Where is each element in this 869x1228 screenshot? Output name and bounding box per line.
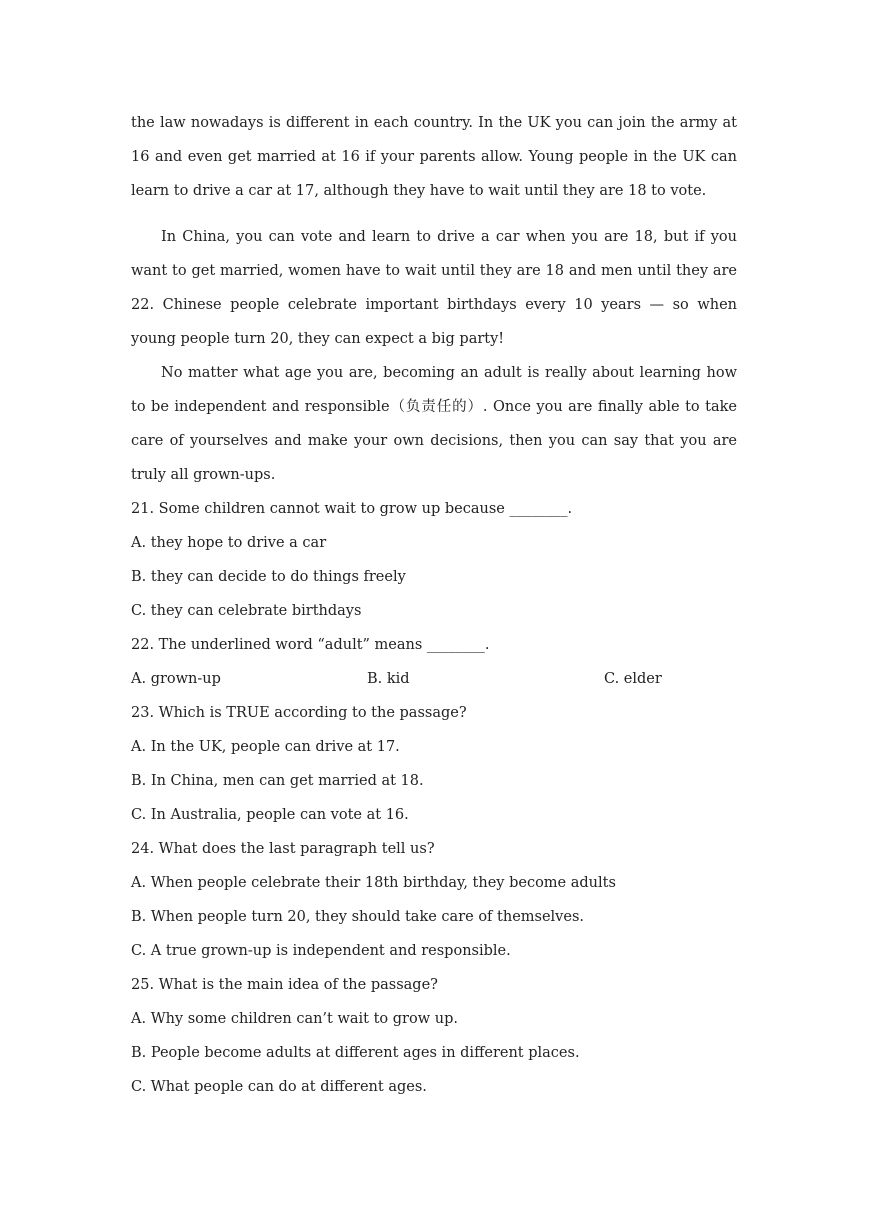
option-b: B. kid: [367, 671, 410, 687]
question-stem: 24. What does the last paragraph tell us?: [131, 841, 435, 857]
paragraph-spacer: [131, 208, 737, 220]
passage-paragraph-1: the law nowadays is different in each country. In the UK you can join the army at 16 and even get married at 16 if your parents allow. Young people in the UK can learn to drive a car at 17‚ although they have to wait until they are 18 to vote.: [131, 115, 737, 199]
question-23: [131, 696, 737, 832]
question-22: [131, 628, 737, 696]
question-stem: 22. The underlined word “adult” means ________.: [131, 637, 490, 653]
option-c: C. What people can do at different ages.: [131, 1079, 427, 1095]
document-content: [131, 106, 737, 1104]
option-c: C. elder: [604, 671, 662, 687]
question-stem: 23. Which is TRUE according to the passage?: [131, 705, 467, 721]
question-25: [131, 968, 737, 1104]
question-stem: 25. What is the main idea of the passage?: [131, 977, 438, 993]
option-b: B. People become adults at different ages in different places.: [131, 1045, 580, 1061]
option-b: B. In China, men can get married at 18.: [131, 773, 424, 789]
options-row: [131, 662, 737, 696]
option-a: A. Why some children can’t wait to grow up.: [131, 1011, 458, 1027]
passage-paragraph-2: In China, you can vote and learn to drive a car when you are 18, but if you want to get married, women have to wait until they are 18 and men until they are 22. Chinese people celebrate important birthdays every 10 years — so when young people turn 20, they can expect a big party!: [131, 229, 737, 347]
option-c: C. A true grown-up is independent and responsible.: [131, 943, 511, 959]
question-24: [131, 832, 737, 968]
option-a: A. grown-up: [131, 671, 221, 687]
option-b: B. they can decide to do things freely: [131, 569, 406, 585]
option-c: C. In Australia, people can vote at 16.: [131, 807, 409, 823]
option-a: A. they hope to drive a car: [131, 535, 327, 551]
option-c: C. they can celebrate birthdays: [131, 603, 362, 619]
question-21: [131, 492, 737, 628]
option-a: A. When people celebrate their 18th birthday, they become adults: [131, 875, 616, 891]
passage-paragraph-3: No matter what age you are, becoming an adult is really about learning how to be independent and responsible（负责任的）. Once you are finally able to take care of yourselves and make your own decisions, then you can say that you are truly all grown-ups.: [131, 365, 737, 483]
question-stem: 21. Some children cannot wait to grow up because ________.: [131, 501, 573, 517]
option-b: B. When people turn 20, they should take care of themselves.: [131, 909, 585, 925]
option-a: A. In the UK, people can drive at 17.: [131, 739, 400, 755]
